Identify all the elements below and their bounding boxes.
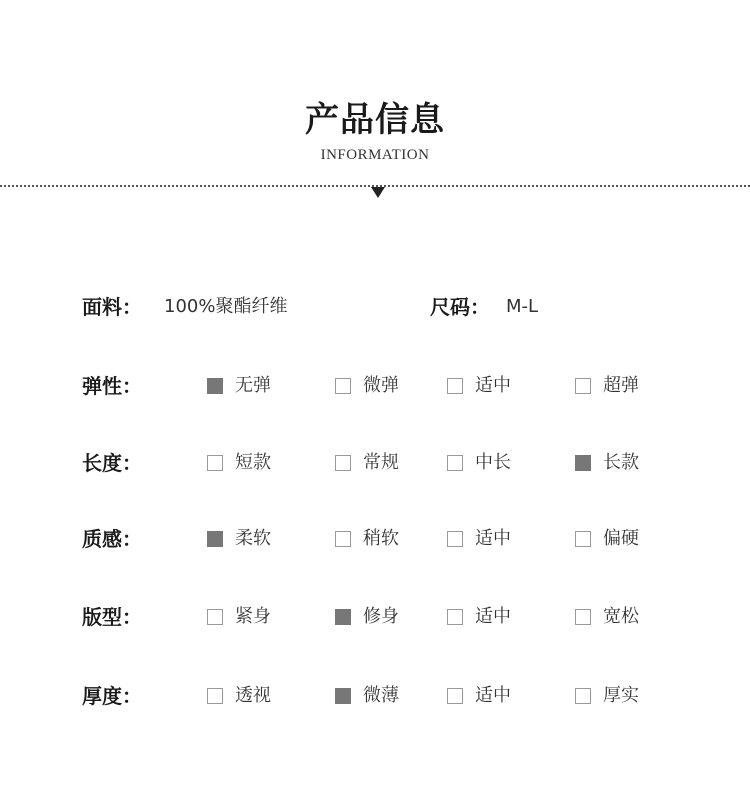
thickness-option-label: 适中 [475,685,511,706]
texture-option[interactable] [207,525,271,553]
length-option-label: 常规 [363,452,399,473]
elasticity-option-label: 微弹 [363,375,399,396]
length-option-label: 中长 [475,452,511,473]
elasticity-option-label: 超弹 [603,375,639,396]
length-label: 长度： [82,451,142,475]
unchecked-checkbox-icon[interactable] [575,688,591,704]
fit-option[interactable] [335,603,399,631]
fit-label: 版型： [82,605,142,629]
texture-option-label: 偏硬 [603,528,639,549]
thickness-option[interactable] [207,682,271,710]
size-label: 尺码： [430,295,490,319]
unchecked-checkbox-icon[interactable] [575,378,591,394]
elasticity-option[interactable] [207,372,271,400]
fit-option-label: 紧身 [235,606,271,627]
thickness-option-label: 厚实 [603,685,639,706]
size-value: M-L [506,296,539,317]
page-title: 产品信息 [305,100,445,140]
unchecked-checkbox-icon[interactable] [207,609,223,625]
length-option[interactable] [575,449,639,477]
elasticity-option-label: 无弹 [235,375,271,396]
thickness-option-label: 微薄 [363,685,399,706]
thickness-option[interactable] [575,682,639,710]
length-option-label: 短款 [235,452,271,473]
elasticity-option[interactable] [335,372,399,400]
unchecked-checkbox-icon[interactable] [335,455,351,471]
checked-checkbox-icon[interactable] [335,609,351,625]
checked-checkbox-icon[interactable] [207,531,223,547]
unchecked-checkbox-icon[interactable] [335,378,351,394]
fit-option-label: 适中 [475,606,511,627]
checked-checkbox-icon[interactable] [575,455,591,471]
fabric-value: 100%聚酯纤维 [164,296,288,317]
fit-option-label: 宽松 [603,606,639,627]
texture-option[interactable] [335,525,399,553]
length-option-label: 长款 [603,452,639,473]
fit-option-label: 修身 [363,606,399,627]
elasticity-label: 弹性： [82,374,142,398]
texture-option[interactable] [575,525,639,553]
elasticity-option-label: 适中 [475,375,511,396]
unchecked-checkbox-icon[interactable] [575,609,591,625]
unchecked-checkbox-icon[interactable] [207,688,223,704]
texture-label: 质感： [82,527,142,551]
fit-option[interactable] [575,603,639,631]
thickness-option-label: 透视 [235,685,271,706]
unchecked-checkbox-icon[interactable] [447,378,463,394]
unchecked-checkbox-icon[interactable] [447,688,463,704]
unchecked-checkbox-icon[interactable] [447,531,463,547]
unchecked-checkbox-icon[interactable] [575,531,591,547]
length-option[interactable] [447,449,511,477]
texture-option-label: 稍软 [363,528,399,549]
unchecked-checkbox-icon[interactable] [207,455,223,471]
elasticity-option[interactable] [575,372,639,400]
length-option[interactable] [335,449,399,477]
thickness-option[interactable] [447,682,511,710]
elasticity-option[interactable] [447,372,511,400]
fit-option[interactable] [447,603,511,631]
thickness-label: 厚度： [82,684,142,708]
texture-option-label: 适中 [475,528,511,549]
unchecked-checkbox-icon[interactable] [447,455,463,471]
checked-checkbox-icon[interactable] [335,688,351,704]
length-option[interactable] [207,449,271,477]
checked-checkbox-icon[interactable] [207,378,223,394]
triangle-down-icon [371,187,385,198]
fabric-label: 面料： [82,295,142,319]
texture-option[interactable] [447,525,511,553]
thickness-option[interactable] [335,682,399,710]
unchecked-checkbox-icon[interactable] [335,531,351,547]
texture-option-label: 柔软 [235,528,271,549]
page-subtitle: INFORMATION [320,147,430,163]
unchecked-checkbox-icon[interactable] [447,609,463,625]
fit-option[interactable] [207,603,271,631]
